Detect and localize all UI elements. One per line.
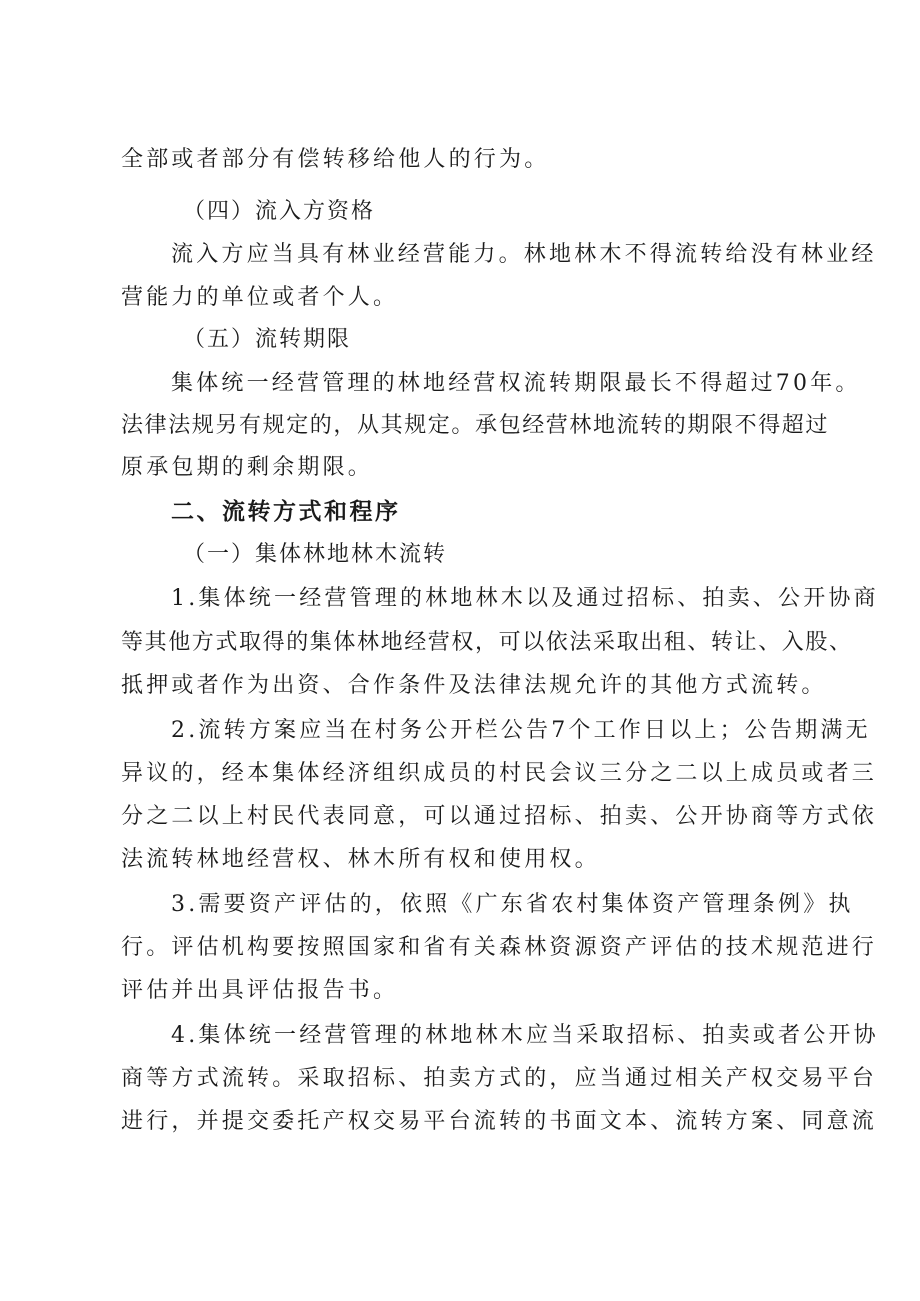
paragraph-line: 营能力的单位或者个人。 [121, 285, 399, 310]
paragraph-line: 异议的，经本集体经济组织成员的村民会议三分之二以上成员或者三 [121, 761, 878, 786]
paragraph-line: 商等方式流转。采取招标、拍卖方式的，应当通过相关产权交易平台 [121, 1066, 878, 1091]
paragraph-line: 3.需要资产评估的，依照《广东省农村集体资产管理条例》执 [171, 892, 854, 917]
paragraph-line: 流入方应当具有林业经营能力。林地林木不得流转给没有林业经 [171, 242, 877, 267]
section-heading-1: （一）集体林地林木流转 [183, 542, 448, 567]
paragraph-line: 4.集体统一经营管理的林地林木应当采取招标、拍卖或者公开协 [171, 1023, 879, 1048]
paragraph-line: 法律法规另有规定的，从其规定。承包经营林地流转的期限不得超过 [121, 413, 830, 438]
paragraph-line: 全部或者部分有偿转移给他人的行为。 [121, 147, 550, 172]
paragraph-line: 行。评估机构要按照国家和省有关森林资源资产评估的技术规范进行 [121, 935, 878, 960]
section-heading-5: （五）流转期限 [183, 327, 352, 352]
chapter-heading: 二、流转方式和程序 [171, 499, 401, 525]
section-heading-4: （四）流入方资格 [183, 199, 376, 224]
paragraph-line: 抵押或者作为出资、合作条件及法律法规允许的其他方式流转。 [121, 673, 827, 698]
paragraph-line: 进行，并提交委托产权交易平台流转的书面文本、流转方案、同意流 [121, 1109, 878, 1134]
paragraph-line: 1.集体统一经营管理的林地林木以及通过招标、拍卖、公开协商 [171, 586, 879, 611]
paragraph-line: 评估并出具评估报告书。 [121, 978, 399, 1003]
paragraph-line: 原承包期的剩余期限。 [121, 455, 374, 480]
paragraph-line: 集体统一经营管理的林地经营权流转期限最长不得超过70年。 [171, 371, 861, 396]
paragraph-line: 2.流转方案应当在村务公开栏公告7个工作日以上；公告期满无 [171, 718, 871, 743]
paragraph-line: 法流转林地经营权、林木所有权和使用权。 [121, 847, 600, 872]
paragraph-line: 等其他方式取得的集体林地经营权，可以依法采取出租、转让、入股、 [121, 630, 853, 655]
paragraph-line: 分之二以上村民代表同意，可以通过招标、拍卖、公开协商等方式依 [121, 804, 878, 829]
